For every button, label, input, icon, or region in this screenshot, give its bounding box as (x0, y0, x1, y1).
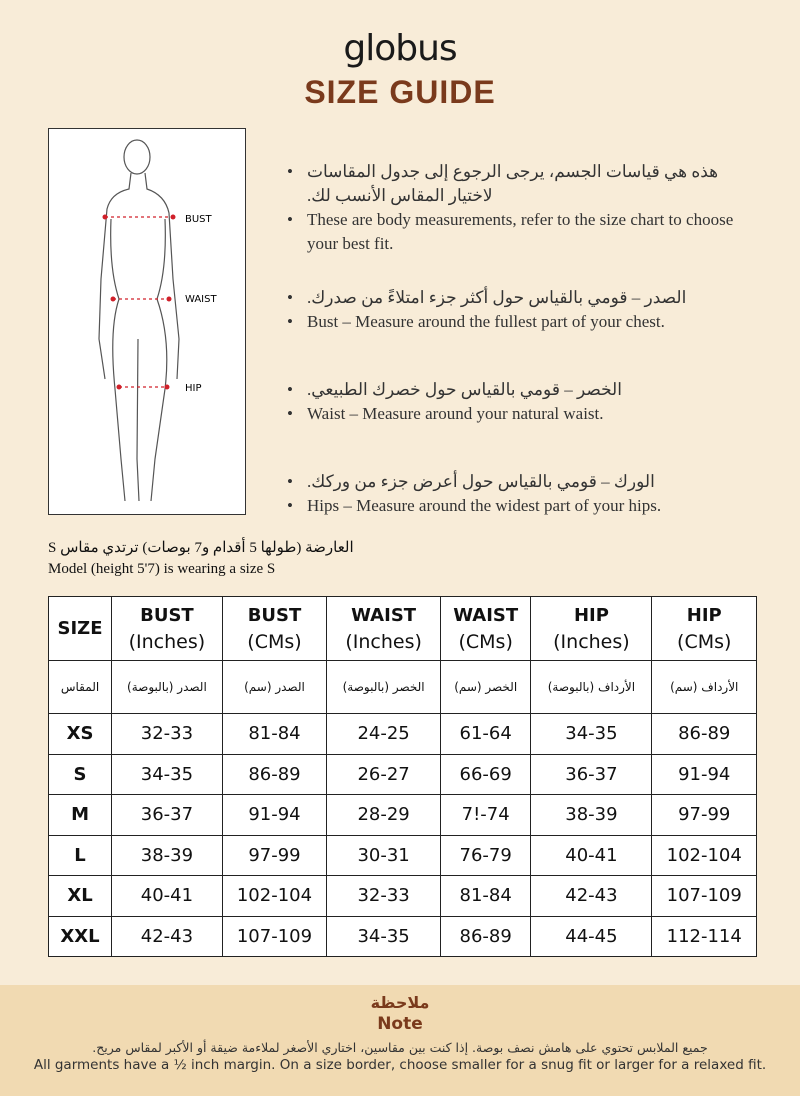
measurement-cell: 32-33 (327, 876, 441, 917)
measurement-cell: 40-41 (112, 876, 223, 917)
arabic-column-header: الأرداف (سم) (652, 661, 757, 714)
measurement-cell: 34-35 (531, 714, 652, 755)
page-title: SIZE GUIDE (304, 74, 496, 110)
measurement-cell: 91-94 (652, 754, 757, 795)
brand-logo: globus (343, 28, 457, 69)
measurement-cell: 86-89 (222, 754, 326, 795)
model-info-ar: العارضة (طولها 5 أقدام و7 بوصات) ترتدي مقاس S (48, 540, 354, 556)
measurement-cell: 32-33 (112, 714, 223, 755)
arabic-header-row (49, 661, 757, 714)
size-cell: S (49, 754, 112, 795)
measurement-cell: 102-104 (222, 876, 326, 917)
measurement-cell: 34-35 (112, 754, 223, 795)
figure-label-waist: WAIST (185, 294, 217, 305)
column-header-unit: (CMs) (458, 630, 513, 653)
arabic-column-header: الصدر (سم) (222, 661, 326, 714)
bullet-en: • Hips – Measure around the widest part of your hips. (285, 494, 745, 518)
measurement-cell: 24-25 (327, 714, 441, 755)
model-info-en: Model (height 5'7) is wearing a size S (48, 561, 276, 577)
measurement-instructions (285, 160, 745, 548)
column-header-unit: (Inches) (553, 630, 630, 653)
table-row (49, 714, 757, 755)
arabic-column-header: المقاس (49, 661, 112, 714)
size-cell: XXL (49, 916, 112, 957)
measurement-cell: 42-43 (531, 876, 652, 917)
column-header-unit: (CMs) (247, 630, 302, 653)
column-header (49, 597, 112, 661)
size-cell: XL (49, 876, 112, 917)
note-section (0, 985, 800, 1096)
size-cell: L (49, 835, 112, 876)
bullet-ar: • الصدر – قومي بالقياس حول أكثر جزء امتلاءً من صدرك. (285, 286, 745, 310)
size-cell: XS (49, 714, 112, 755)
measurement-cell: 34-35 (327, 916, 441, 957)
column-header-title: SIZE (57, 617, 103, 639)
note-text-en: All garments have a ½ inch margin. On a size border, choose smaller for a snug fit or larger for a relaxed fit. (33, 1057, 767, 1073)
measurement-cell: 81-84 (222, 714, 326, 755)
arabic-column-header: الخصر (سم) (441, 661, 531, 714)
arabic-column-header: الخصر (بالبوصة) (327, 661, 441, 714)
measurement-cell: 76-79 (441, 835, 531, 876)
measurement-cell: 38-39 (531, 795, 652, 836)
table-row (49, 916, 757, 957)
table-row (49, 876, 757, 917)
note-text-ar: جميع الملابس تحتوي على هامش نصف بوصة. إذا كنت بين مقاسين، اختاري الأصغر لملاءمة ضيقة أو الأكبر لمقاس مريح. (92, 1040, 708, 1055)
column-header-title: HIP (573, 604, 609, 626)
measurement-cell: 26-27 (327, 754, 441, 795)
bullet-en: • These are body measurements, refer to the size chart to choose your best fit. (285, 208, 745, 256)
column-header-unit: (Inches) (345, 630, 422, 653)
measurement-cell: 61-64 (441, 714, 531, 755)
arabic-column-header: الصدر (بالبوصة) (112, 661, 223, 714)
measurement-cell: 107-109 (222, 916, 326, 957)
measurement-cell: 107-109 (652, 876, 757, 917)
figure-label-hip: HIP (185, 383, 202, 394)
measurement-cell: 66-69 (441, 754, 531, 795)
figure-label-bust: BUST (185, 214, 212, 225)
column-header (441, 597, 531, 661)
column-header (531, 597, 652, 661)
measurement-cell: 36-37 (531, 754, 652, 795)
bullet-ar: • الورك – قومي بالقياس حول أعرض جزء من وركك. (285, 470, 745, 494)
measurement-cell: 102-104 (652, 835, 757, 876)
measurement-cell: 42-43 (112, 916, 223, 957)
measurement-cell: 44-45 (531, 916, 652, 957)
measurement-cell: 36-37 (112, 795, 223, 836)
column-header-title: HIP (686, 604, 722, 626)
note-title-en: Note (377, 1014, 423, 1034)
table-row (49, 754, 757, 795)
bullet-en: • Bust – Measure around the fullest part of your chest. (285, 310, 745, 334)
bullet-ar: • الخصر – قومي بالقياس حول خصرك الطبيعي. (285, 378, 745, 402)
measurement-cell: 40-41 (531, 835, 652, 876)
column-header (112, 597, 223, 661)
column-header (327, 597, 441, 661)
body-measurement-figure (48, 128, 246, 515)
column-header-title: BUST (247, 604, 302, 626)
model-info (48, 538, 354, 580)
measurement-cell: 30-31 (327, 835, 441, 876)
column-header-title: WAIST (351, 604, 417, 626)
measurement-cell: 86-89 (441, 916, 531, 957)
table-row (49, 835, 757, 876)
measurement-cell: 38-39 (112, 835, 223, 876)
measurement-cell: 81-84 (441, 876, 531, 917)
measurement-cell: 28-29 (327, 795, 441, 836)
size-cell: M (49, 795, 112, 836)
bullet-ar: • هذه هي قياسات الجسم، يرجى الرجوع إلى جدول المقاسات لاختيار المقاس الأنسب لك. (285, 160, 745, 208)
column-header (652, 597, 757, 661)
measurement-cell: 86-89 (652, 714, 757, 755)
measurement-cell: 7!-74 (441, 795, 531, 836)
size-chart-table (48, 596, 757, 957)
measurement-cell: 97-99 (222, 835, 326, 876)
measurement-cell: 97-99 (652, 795, 757, 836)
column-header (222, 597, 326, 661)
column-header-unit: (Inches) (128, 630, 206, 653)
measurement-cell: 112-114 (652, 916, 757, 957)
measurement-cell: 91-94 (222, 795, 326, 836)
column-header-title: BUST (140, 604, 194, 626)
bullet-en: • Waist – Measure around your natural waist. (285, 402, 745, 426)
column-header-title: WAIST (453, 604, 519, 626)
table-row (49, 795, 757, 836)
note-title-ar: ملاحظة (370, 993, 430, 1012)
arabic-column-header: الأرداف (بالبوصة) (531, 661, 652, 714)
column-header-unit: (CMs) (677, 630, 732, 653)
